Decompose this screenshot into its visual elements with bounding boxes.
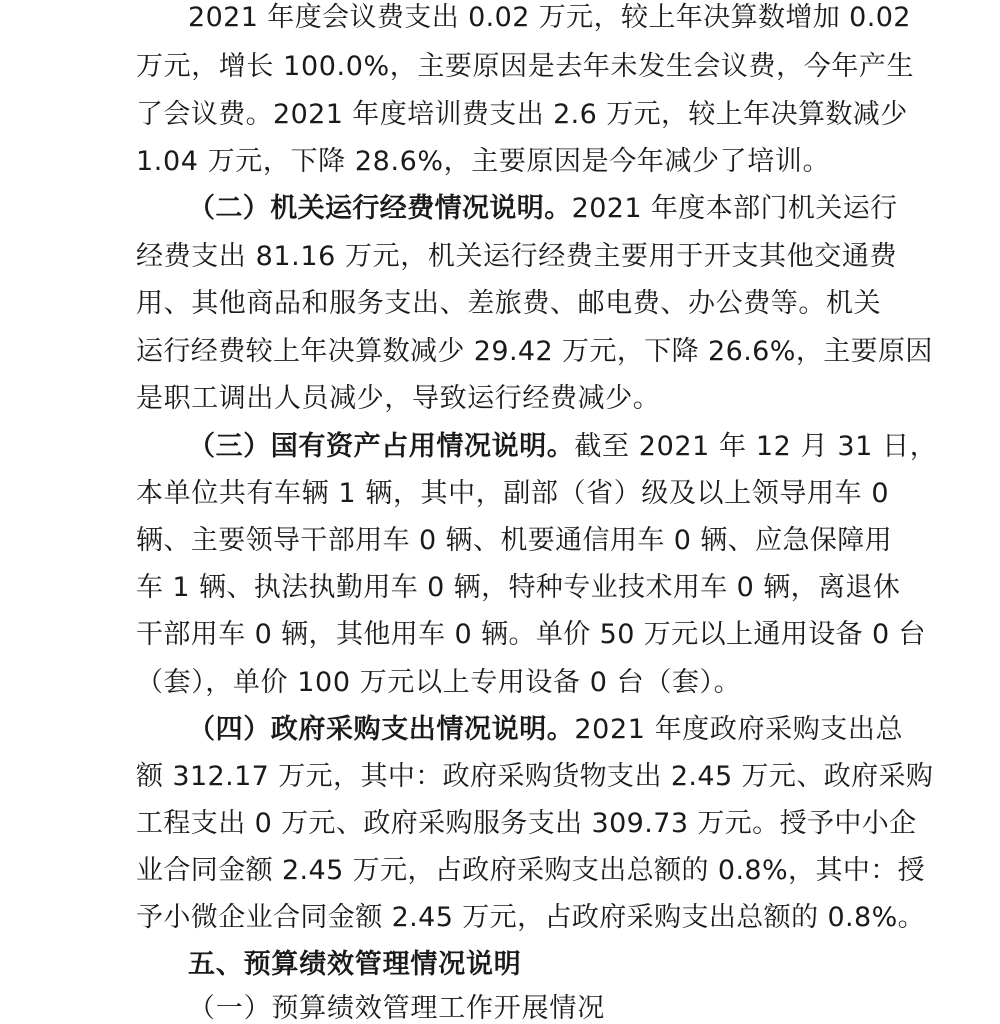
paragraph-line: 干部用车 0 辆，其他用车 0 辆。单价 50 万元以上通用设备 0 台 (136, 619, 926, 650)
paragraph-line: 经费支出 81.16 万元，机关运行经费主要用于开支其他交通费 (136, 241, 898, 272)
section-line-running-costs (188, 195, 898, 222)
paragraph-line: 业合同金额 2.45 万元，占政府采购支出总额的 0.8%，其中：授 (136, 855, 926, 886)
section-heading-procurement: （四）政府采购支出情况说明。 (188, 714, 575, 745)
section-heading-running-costs: （二）机关运行经费情况说明。 (188, 193, 572, 224)
paragraph-line: 辆、主要领导干部用车 0 辆、机要通信用车 0 辆、应急保障用 (136, 525, 893, 556)
paragraph-line: 是职工调出人员减少，导致运行经费减少。 (136, 383, 661, 414)
paragraph-line: 工程支出 0 万元、政府采购服务支出 309.73 万元。授予中小企 (136, 808, 917, 839)
subsection-heading-performance-work: （一）预算绩效管理工作开展情况 (188, 993, 605, 1024)
paragraph-line: 车 1 辆、执法执勤用车 0 辆，特种专业技术用车 0 辆，离退休 (136, 572, 901, 603)
paragraph-line: 予小微企业合同金额 2.45 万元，占政府采购支出总额的 0.8%。 (136, 902, 926, 933)
section-lead-text: 截至 2021 年 12 月 31 日， (574, 431, 938, 462)
paragraph-line: 2021 年度会议费支出 0.02 万元，较上年决算数增加 0.02 (188, 2, 911, 33)
section-heading-state-assets: （三）国有资产占用情况说明。 (188, 431, 575, 462)
paragraph-line: 运行经费较上年决算数减少 29.42 万元，下降 26.6%，主要原因 (136, 336, 933, 367)
paragraph-line: 了会议费。2021 年度培训费支出 2.6 万元，较上年决算数减少 (136, 99, 908, 130)
section-line-procurement (188, 716, 903, 743)
paragraph-line: 用、其他商品和服务支出、差旅费、邮电费、办公费等。机关 (136, 288, 882, 319)
section-lead-text: 2021 年度本部门机关运行 (571, 193, 898, 224)
paragraph-line: 万元，增长 100.0%，主要原因是去年未发生会议费，今年产生 (136, 51, 915, 82)
paragraph-line: 额 312.17 万元，其中：政府采购货物支出 2.45 万元、政府采购 (136, 761, 934, 792)
section-heading-performance: 五、预算绩效管理情况说明 (188, 949, 522, 980)
section-lead-text: 2021 年度政府采购支出总 (574, 714, 904, 745)
paragraph-line: 本单位共有车辆 1 辆，其中，副部（省）级及以上领导用车 0 (136, 478, 890, 509)
paragraph-line: （套），单价 100 万元以上专用设备 0 台（套）。 (136, 667, 742, 698)
paragraph-line: 1.04 万元，下降 28.6%，主要原因是今年减少了培训。 (136, 146, 831, 177)
section-line-state-assets (188, 433, 937, 460)
